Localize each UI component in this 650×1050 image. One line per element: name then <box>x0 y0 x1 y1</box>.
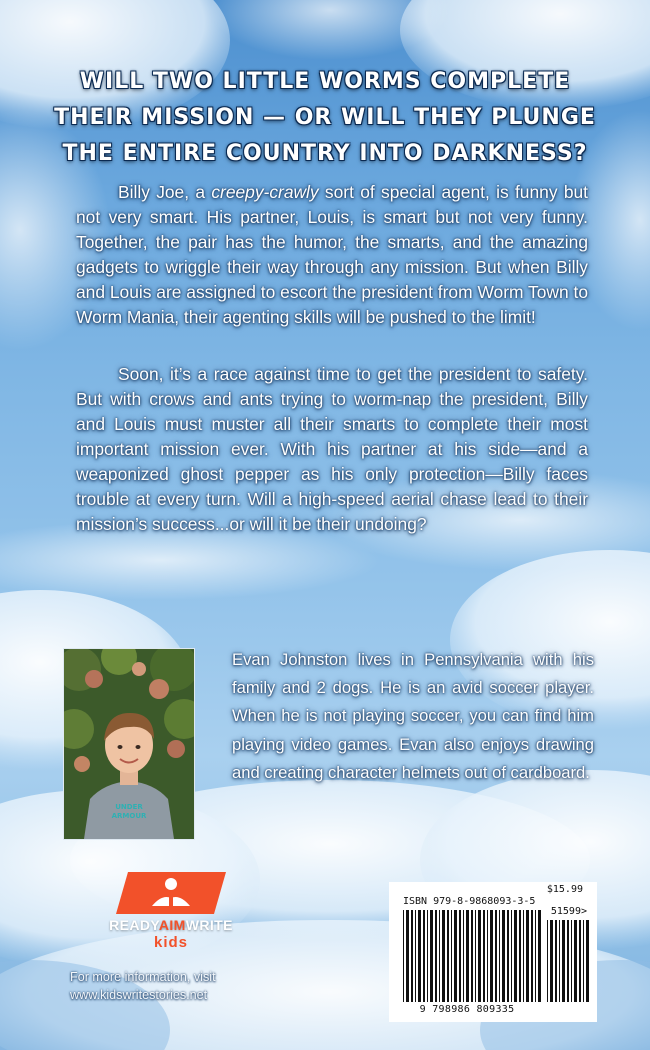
addon-number: 51599> <box>550 906 587 917</box>
synopsis-paragraph-2: Soon, it’s a race against time to get the president to safety. But with crows and ants trying to worm-nap the president, Billy and Louis must muster all their smarts to complete their most important mission ever. With his partner at his side—and a weaponized ghost pepper as his only protection—Billy faces trouble at every turn. Will a high-speed aerial chase lead to their mission’s success...or will it be their undoing? <box>76 364 588 534</box>
info-line-1: For more information, visit <box>70 970 216 984</box>
shirt-text-line1: UNDER <box>115 803 143 811</box>
barcode-number: 9 798986 809335 <box>419 1004 515 1015</box>
author-bio: Evan Johnston lives in Pennsylvania with his family and 2 dogs. He is an avid soccer player. When he is not playing soccer, you can find him playing video games. Evan also enjoys drawing and creating character helmets out of cardboard. <box>232 650 594 782</box>
shirt-text-line2: ARMOUR <box>111 812 147 820</box>
info-website: www.kidswritestories.net <box>70 988 208 1002</box>
synopsis-paragraph-1 <box>76 180 588 330</box>
brand-ready: READY <box>109 917 159 933</box>
brand-kids: kids <box>153 934 188 951</box>
headline: WILL TWO LITTLE WORMS COMPLETE THEIR MISSION — OR WILL THEY PLUNGE THE ENTIRE COUNTRY INTO DARKNESS? <box>54 69 596 166</box>
synopsis-p1-italic: creepy-crawly <box>211 182 319 202</box>
barcode-price: $15.99 <box>546 884 583 895</box>
brand-aim: AIM <box>158 917 186 933</box>
brand-write: WRITE <box>185 917 233 933</box>
synopsis-p1-start: Billy Joe, a <box>118 182 212 202</box>
barcode-box <box>389 882 597 1022</box>
synopsis-p1-end: sort of special agent, is funny but not very smart. His partner, Louis, is smart but not very funny. Together, the pair has the humor, the smarts, and the amazing gadgets to wriggle their way through any mission. But when Billy and Louis are assigned to escort the president from Worm Town to Worm Mania, their agenting skills will be pushed to the limit! <box>76 182 588 327</box>
author-photo <box>63 648 195 840</box>
publisher-brand <box>82 917 260 933</box>
isbn-text: ISBN 979-8-9868093-3-5 <box>403 896 536 907</box>
publisher-info <box>70 968 290 1004</box>
barcode-icon <box>401 910 541 1002</box>
addon-barcode-icon <box>545 920 589 1002</box>
